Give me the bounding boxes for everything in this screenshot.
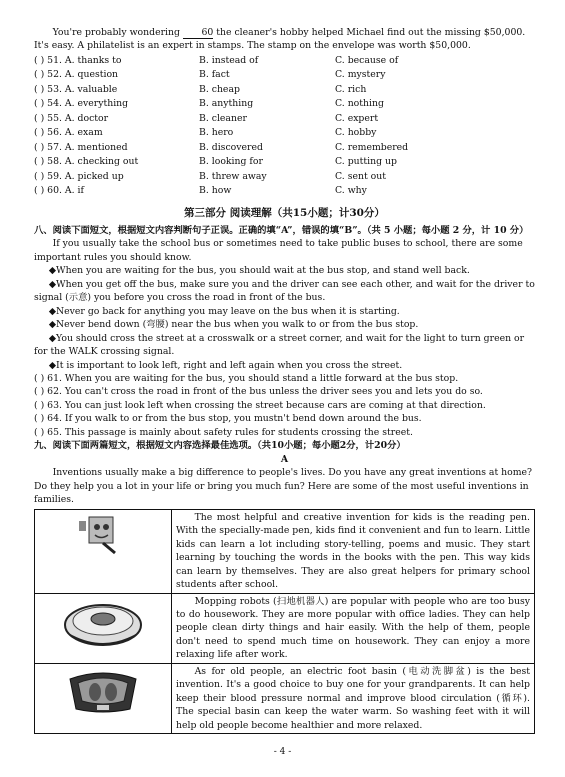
- part3-title: 第三部分 阅读理解（共15小题；计30分）: [184, 206, 385, 219]
- q54-b[interactable]: B. anything: [199, 98, 254, 110]
- bus-rule: ◆It is important to look left, right and left again when you cross the street.: [48, 359, 403, 371]
- bus-rule: ◆When you are waiting for the bus, you should wait at the bus stop, and stand well back.: [48, 265, 470, 277]
- bus-rule: ◆Never bend down (弯腰) near the bus when you walk to or from the bus stop.: [48, 319, 419, 331]
- cloze-options: [34, 54, 535, 198]
- bus-rule: ◆When you get off the bus, make sure you and the driver can see each other, and wait for the driver to signal (示意) you before you cross the road in front of the bus.: [34, 278, 535, 304]
- q57-b[interactable]: B. discovered: [199, 141, 263, 153]
- q59-c[interactable]: C. sent out: [335, 170, 386, 182]
- q56-c[interactable]: C. hobby: [335, 127, 377, 139]
- invention-text: The most helpful and creative invention for kids is the reading pen. With the specially-made pen, kids find it convenient and fun to learn. Little kids can learn a lot including story-telling, poems and music. They start learning by touching the words in the books with the pen. This way kids can learn by themselves. They are also great helpers for primary school students after school.: [172, 509, 535, 593]
- tf-question-65[interactable]: ( ) 65. This passage is mainly about safety rules for students crossing the street.: [34, 426, 413, 438]
- tf-question-62[interactable]: ( ) 62. You can't cross the road in front of the bus unless the driver sees you and lets you do so.: [34, 386, 483, 398]
- q53-b[interactable]: B. cheap: [199, 83, 240, 95]
- q54-a[interactable]: ( ) 54. A. everything: [34, 98, 129, 110]
- q58-a[interactable]: ( ) 58. A. checking out: [34, 156, 139, 168]
- tf-question-63[interactable]: ( ) 63. You can just look left when crossing the street because cars are coming at that direction.: [34, 399, 486, 411]
- reading-pen-cell: [35, 509, 172, 593]
- q60-a[interactable]: ( ) 60. A. if: [34, 185, 84, 197]
- bus-rule: ◆Never go back for anything you may leave on the bus when it is starting.: [48, 305, 400, 317]
- intro-text-after: the cleaner's hobby helped Michael find out the missing $50,000. It's easy. A philatelist is an expert in stamps. The stamp on the envelope was worth $50,000.: [34, 27, 526, 52]
- q52-a[interactable]: ( ) 52. A. question: [34, 69, 119, 81]
- inventions-intro: Inventions usually make a big difference to people's lives. Do you have any great inventions at home? Do they help you a lot in your life or bring you much fun? Here are some of the most useful inventions in families.: [34, 467, 533, 506]
- q59-a[interactable]: ( ) 59. A. picked up: [34, 170, 124, 182]
- q51-c[interactable]: C. because of: [335, 54, 399, 66]
- q52-b[interactable]: B. fact: [199, 69, 230, 81]
- passage-label: A: [280, 453, 289, 465]
- q53-c[interactable]: C. rich: [335, 83, 367, 95]
- q55-b[interactable]: B. cleaner: [199, 112, 247, 124]
- section8-instruction: 八、阅读下面短文，根据短文内容判断句子正误。正确的填“A”，错误的填“B”。（共 5 小题；每小题 2 分，计 10 分）: [34, 224, 529, 236]
- q58-b[interactable]: B. looking for: [199, 156, 263, 168]
- mopping-robot-icon: [60, 595, 146, 649]
- q56-b[interactable]: B. hero: [199, 127, 234, 139]
- page-number: - 4 -: [273, 746, 292, 757]
- bus-rule: ◆You should cross the street at a crosswalk or a street corner, and wait for the light to turn green or for the WALK crossing signal.: [34, 332, 525, 358]
- q57-c[interactable]: C. remembered: [335, 141, 409, 153]
- q54-c[interactable]: C. nothing: [335, 98, 384, 110]
- q52-c[interactable]: C. mystery: [335, 69, 386, 81]
- table-row: [35, 663, 535, 733]
- invention-text: Mopping robots (扫地机器人) are popular with people who are too busy to do housework. They are more popular with office ladies. They can help people clean dirty things and hair easily. With the help of them, people don't need to spend much time on housework. They can enjoy a more relaxing life after work.: [172, 593, 535, 663]
- q59-b[interactable]: B. threw away: [199, 170, 267, 182]
- q55-a[interactable]: ( ) 55. A. doctor: [34, 112, 109, 124]
- q51-a[interactable]: ( ) 51. A. thanks to: [34, 54, 122, 66]
- q56-a[interactable]: ( ) 56. A. exam: [34, 127, 103, 139]
- foot-basin-icon: [64, 665, 142, 715]
- cloze-closing-paragraph: [34, 26, 535, 53]
- bus-intro: If you usually take the school bus or sometimes need to take public buses to school, there are some important rules you should know.: [34, 238, 523, 263]
- invention-text: As for old people, an electric foot basin (电动洗脚盆) is the best invention. It's a good choice to buy one for your grandparents. It can help keep their blood pressure normal and improve blood circulation (循环). The special basin can keep the water warm. So washing feet with it will help old people become healthier and more relaxed.: [172, 663, 535, 733]
- inventions-table: [34, 509, 535, 735]
- foot-basin-cell: [35, 663, 172, 733]
- tf-question-64[interactable]: ( ) 64. If you walk to or from the bus stop, you mustn't bend down around the bus.: [34, 413, 422, 425]
- q60-b[interactable]: B. how: [199, 185, 232, 197]
- q55-c[interactable]: C. expert: [335, 112, 379, 124]
- q53-a[interactable]: ( ) 53. A. valuable: [34, 83, 118, 95]
- intro-text-before: You're probably wondering: [52, 27, 183, 38]
- q57-a[interactable]: ( ) 57. A. mentioned: [34, 141, 128, 153]
- table-row: [35, 593, 535, 663]
- table-row: [35, 509, 535, 593]
- section9-instruction: 九、阅读下面两篇短文，根据短文内容选择最佳选项。（共10小题；每小题2分，计20分）: [34, 440, 406, 452]
- q51-b[interactable]: B. instead of: [199, 54, 259, 66]
- mopping-robot-cell: [35, 593, 172, 663]
- q58-c[interactable]: C. putting up: [335, 156, 397, 168]
- q60-c[interactable]: C. why: [335, 185, 367, 197]
- reading-pen-icon: [73, 511, 133, 555]
- blank-60[interactable]: 60: [183, 28, 213, 39]
- tf-question-61[interactable]: ( ) 61. When you are waiting for the bus, you should stand a little forward at the bus stop.: [34, 373, 459, 384]
